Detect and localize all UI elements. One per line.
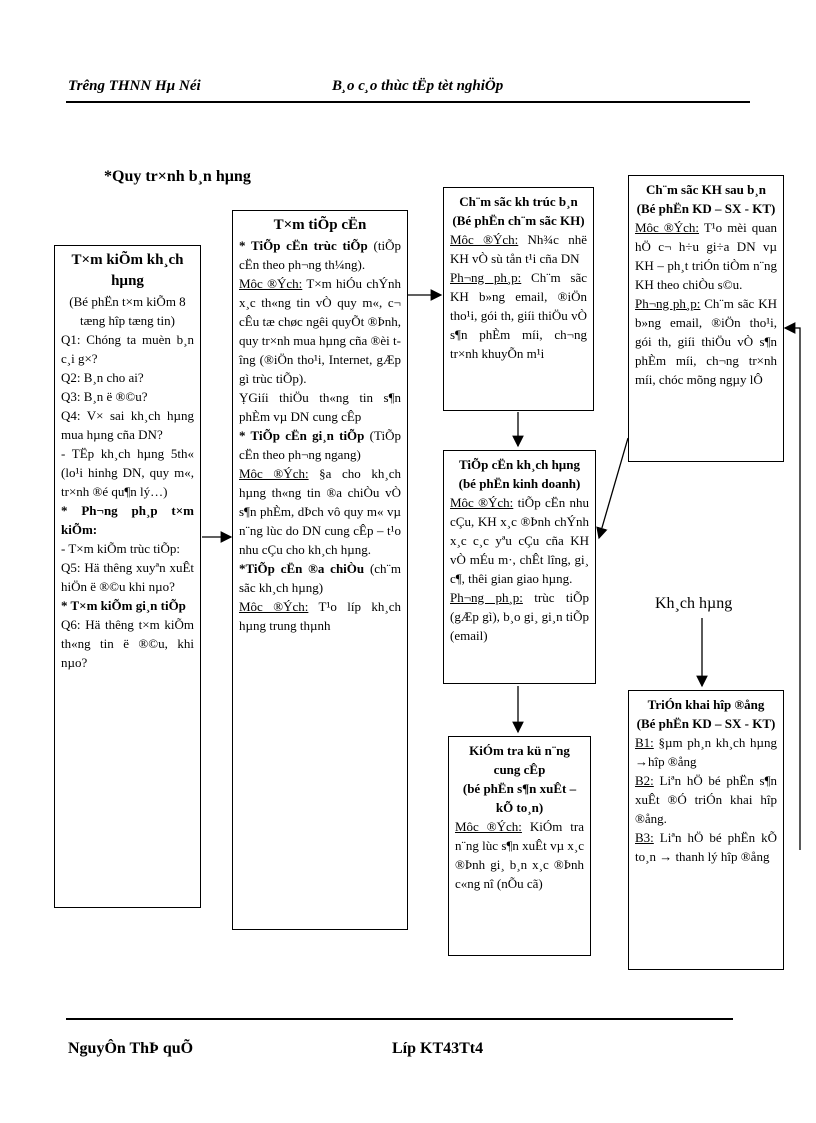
customer-approach-subtitle: (bé phËn kinh doanh)	[458, 476, 581, 491]
approach-multi-text: (ch¨m sãc kh¸ch hµng)	[239, 561, 401, 595]
method-text: Ch¨m sãc KH b»ng email, ®iÖn tho¹i, gói th, giíi thiÖu vÒ s¶n phÈm míi, ch¬ng tr×nh míi, chóc mõng ngµy lÔ	[635, 296, 777, 387]
header-left: Trêng THNN Hµ Néi	[68, 78, 201, 94]
method-label: Ph¬ng ph¸p:	[450, 590, 523, 605]
step-label: B1:	[635, 735, 654, 750]
post-sale-care-subtitle: (Bé phËn KD – SX - KT)	[636, 201, 776, 216]
purpose-text: T¹o mèi quan hÖ c¬ h÷u gi÷a DN vµ KH – ph¸t triÓn tiÒm n¨ng KH theo chiÒu s©u.	[635, 220, 777, 292]
approach-box	[232, 210, 408, 930]
find-customer-subtitle: (Bé phËn t×m kiÕm 8 tæng hîp tæng tin)	[69, 294, 186, 328]
list-item: Q5: Hä thêng xuyªn xuÊt hiÖn ë ®©u khi nµo?	[61, 560, 194, 594]
supply-check-title: KiÓm tra kü n¨ng cung cÊp	[469, 743, 570, 777]
footer-left: NguyÔn ThÞ quÕ	[68, 1040, 194, 1057]
post-sale-care-title: Ch¨m sãc KH sau b¸n	[646, 182, 766, 197]
find-customer-title: T×m kiÕm kh¸ch hµng	[71, 252, 184, 289]
footer-rule	[66, 1018, 733, 1020]
approach-purpose-3	[239, 597, 401, 635]
step-text: Liªn hÖ bé phËn kÕ to¸n → thanh lý hîp ®ång	[635, 830, 777, 864]
list-item: Q3: B¸n ë ®©u?	[61, 389, 148, 404]
list-item: Q2: B¸n cho ai?	[61, 370, 144, 385]
post-sale-care-box	[628, 175, 784, 462]
footer-center: Líp KT43Tt4	[392, 1040, 484, 1057]
purpose-label: Môc ®Ých:	[450, 232, 519, 247]
purpose-text: Nh¾c nhë KH vÒ sù tån t¹i cña DN	[450, 232, 587, 266]
list-item: - TËp kh¸ch hµng 5th« (lo¹i hinhg DN, quy m«, tr×nh ®é qu¶n lý…)	[61, 446, 194, 499]
purpose-text: T¹o líp kh¸ch hµng trung thµnh	[239, 599, 401, 633]
approach-title: T×m tiÕp cËn	[273, 217, 367, 233]
list-item: - T×m kiÕm trùc tiÕp:	[61, 541, 181, 556]
customer-label: Kh¸ch hµng	[655, 595, 733, 612]
customer-approach-box	[443, 450, 596, 684]
header-center: B¸o c¸o thùc tËp tèt nghiÖp	[332, 78, 504, 94]
list-item: * Ph¬ng ph¸p t×m kiÕm:	[61, 503, 194, 537]
purpose-text: tiÕp cËn nhu cÇu, KH x¸c ®Þnh chÝnh x¸c c¸c yªu cÇu cña KH vÒ mÉu m·, chÊt lîng, gi¸ c¶, thêi gian giao hµng.	[450, 495, 589, 586]
contract-title: TriÓn khai hîp ®ång	[647, 697, 765, 712]
approach-direct-head: * TiÕp cËn trùc tiÕp	[239, 238, 368, 253]
arrow-box7-box4	[785, 328, 800, 850]
step-label: B2:	[635, 773, 654, 788]
purpose-text: §a cho kh¸ch hµng th«ng tin ®a chiÒu vÒ s¶n phÈm, dÞch vô quy m« vµ n¨ng lùc do DN cung cÊp – t¹o nhu cÇu cho kh¸ch hµng.	[239, 466, 401, 557]
supply-check-box	[448, 736, 591, 956]
arrow-box4-box5	[599, 438, 628, 538]
method-label: Ph¬ng ph¸p:	[450, 270, 522, 285]
purpose-label: Môc ®Ých:	[239, 599, 309, 614]
list-item: Q6: Hä thêng t×m kiÕm th«ng tin ë ®©u, khi nµo?	[61, 617, 194, 670]
purpose-label: Môc ®Ých:	[635, 220, 700, 235]
method-label: Ph¬ng ph¸p:	[635, 296, 701, 311]
supply-check-subtitle: (bé phËn s¶n xuÊt – kÕ to¸n)	[462, 781, 577, 815]
purpose-text: KiÓm tra n¨ng lùc s¶n xuÊt vµ x¸c ®Þnh gi¸ b¸n x¸c ®Þnh c«ng nî (nÕu cã)	[455, 819, 584, 891]
purpose-label: Môc ®Ých:	[239, 466, 309, 481]
approach-purpose-2	[239, 464, 401, 559]
purpose-label: Môc ®Ých:	[455, 819, 522, 834]
list-item: Q1: Chóng ta muèn b¸n c¸i g×?	[61, 332, 194, 366]
purpose-label: Môc ®Ých:	[239, 276, 303, 291]
approach-indirect-text: (TiÕp cËn theo ph¬ng ngang)	[239, 428, 401, 462]
purpose-text: T×m hiÓu chÝnh x¸c th«ng tin vÒ quy m«, c¬ cÊu tæ chøc ngêi quyÕt ®Þnh, quy tr×nh mua hµng cña ®èi tîng (®iÖn tho¹i, Internet, gÆp gì trùc tiÕp).	[239, 276, 401, 386]
step-text: §µm ph¸n kh¸ch hµng →hîp ®ång	[635, 735, 777, 769]
approach-direct-text: (tiÕp cËn theo ph¬ng th¼ng).	[239, 238, 401, 272]
approach-intro: ỴGiíi thiÖu th«ng tin s¶n phÈm vµ DN cung cÊp	[239, 390, 401, 424]
pre-sale-care-title: Ch¨m sãc kh trúc b¸n (Bé phËn ch¨m sãc KH)	[452, 194, 585, 228]
find-customer-box	[54, 245, 201, 908]
customer-approach-title: TiÕp cËn kh¸ch hµng	[458, 457, 581, 472]
approach-multi	[239, 559, 401, 597]
list-item: Q4: V× sai kh¸ch hµng mua hµng cña DN?	[61, 408, 194, 442]
contract-subtitle: (Bé phËn KD – SX - KT)	[636, 716, 776, 731]
step-label: B3:	[635, 830, 654, 845]
pre-sale-care-box	[443, 187, 594, 411]
step-text: Liªn hÖ bé phËn s¶n xuÊt ®Ó triÓn khai hîp ®ång.	[635, 773, 777, 826]
section-title: *Quy tr×nh b¸n hµng	[104, 168, 251, 185]
approach-direct	[239, 236, 401, 274]
approach-indirect-head: * TiÕp cËn gi¸n tiÕp	[239, 428, 365, 443]
contract-box	[628, 690, 784, 970]
method-text: Ch¨m sãc KH b»ng email, ®iÖn tho¹i, gói th, giíi thiÖu vÒ s¶n phÈm míi, ch¬ng tr×nh khuyÕn m¹i	[450, 270, 587, 361]
approach-multi-head: *TiÕp cËn ®a chiÒu	[239, 561, 365, 576]
purpose-label: Môc ®Ých:	[450, 495, 514, 510]
method-text: trùc tiÕp (gÆp gì), b¸o gi¸ gi¸n tiÕp (email)	[450, 590, 589, 643]
approach-purpose-1	[239, 274, 401, 388]
list-item: * T×m kiÕm gi¸n tiÕp	[61, 598, 186, 613]
approach-indirect	[239, 426, 401, 464]
